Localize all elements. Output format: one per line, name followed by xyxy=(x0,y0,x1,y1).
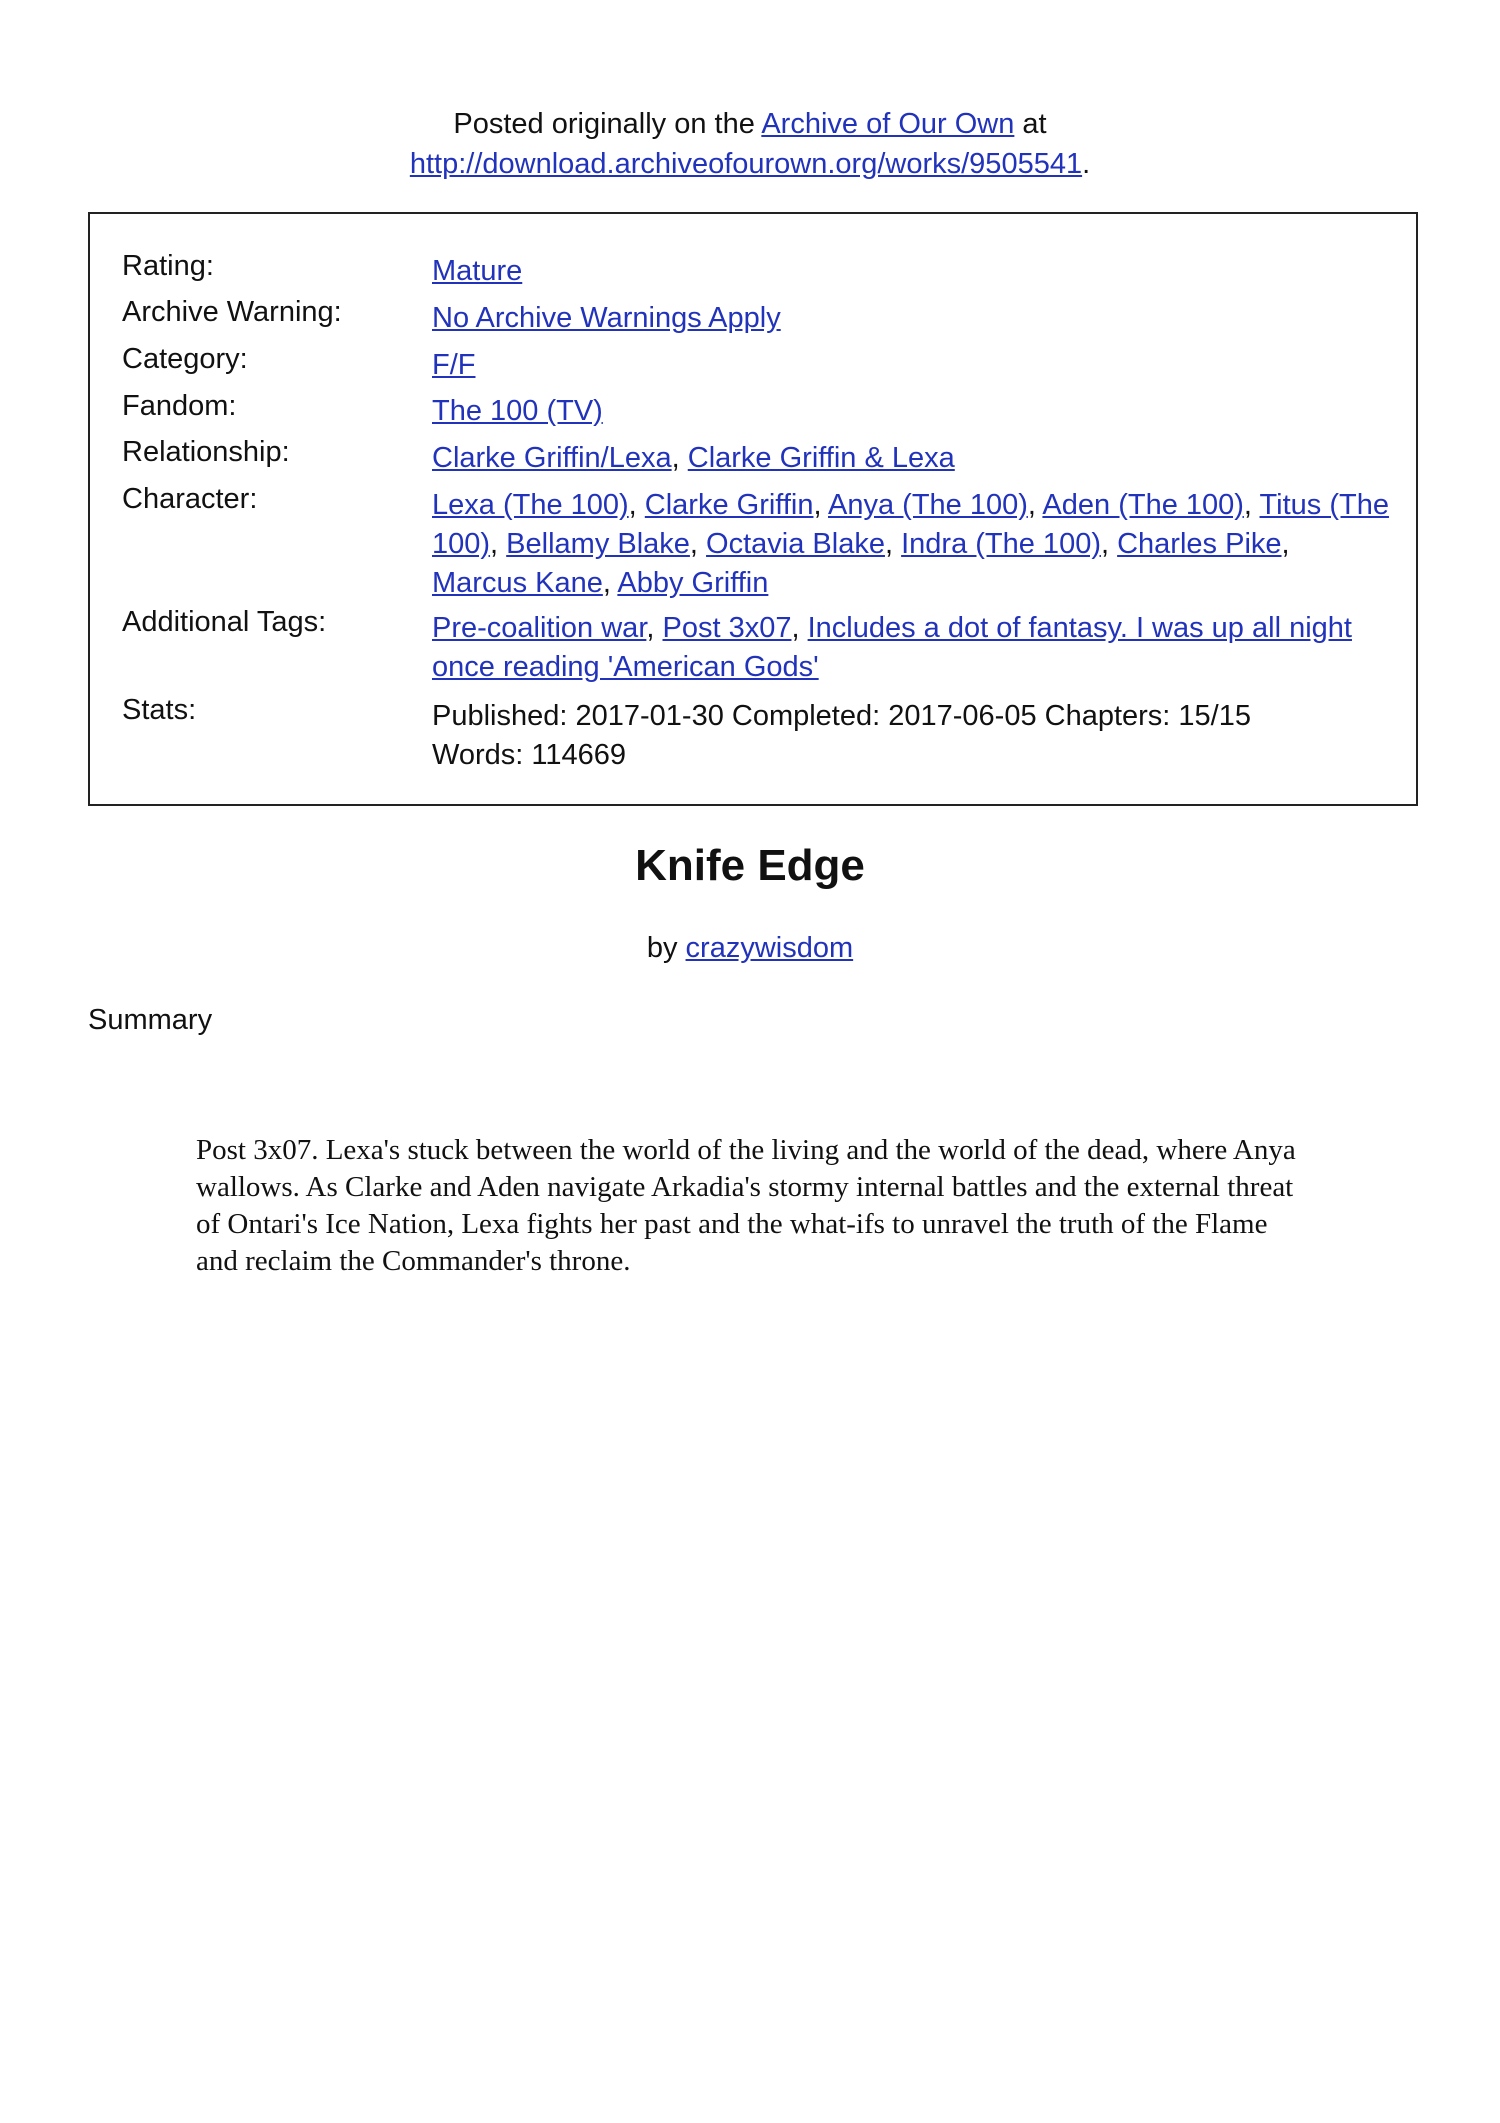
byline-prefix: by xyxy=(646,932,686,964)
relationship-link[interactable]: Clarke Griffin & Lexa xyxy=(687,442,955,474)
character-link[interactable]: Anya (The 100) xyxy=(828,489,1028,521)
author-link[interactable]: crazywisdom xyxy=(685,932,854,964)
category-value xyxy=(432,346,1392,385)
work-url-link[interactable]: http://download.archiveofourown.org/works/9505541 xyxy=(409,148,1083,180)
warning-label: Archive Warning: xyxy=(122,296,342,328)
category-label: Category: xyxy=(122,343,248,375)
character-link[interactable]: Marcus Kane xyxy=(432,567,603,599)
stats-line-1: Published: 2017-01-30 Completed: 2017-06-05 Chapters: 15/15 xyxy=(432,700,1251,732)
fandom-label: Fandom: xyxy=(122,390,237,422)
fandom-link[interactable]: The 100 (TV) xyxy=(432,395,603,427)
character-link[interactable]: Aden (The 100) xyxy=(1042,489,1244,521)
summary-heading: Summary xyxy=(88,1004,213,1036)
relationship-link[interactable]: Clarke Griffin/Lexa xyxy=(432,442,672,474)
posted-originally-header xyxy=(0,104,1500,184)
character-link[interactable]: Titus (The 100) xyxy=(432,489,1389,560)
work-metadata-box xyxy=(88,212,1418,806)
rating-label: Rating: xyxy=(122,250,214,282)
fandom-value xyxy=(432,392,1392,431)
warning-link[interactable]: No Archive Warnings Apply xyxy=(432,302,781,334)
header-middle: at xyxy=(1014,108,1047,140)
character-link[interactable]: Octavia Blake xyxy=(706,528,885,560)
character-link[interactable]: Bellamy Blake xyxy=(506,528,690,560)
archive-link[interactable]: Archive of Our Own xyxy=(761,108,1015,140)
rating-link[interactable]: Mature xyxy=(432,255,523,287)
tags-value: Pre-coalition war, Post 3x07, Includes a dot of fantasy. I was up all night once reading 'American Gods' xyxy=(432,612,1352,683)
stats-label: Stats: xyxy=(122,694,197,726)
tag-link[interactable]: Post 3x07 xyxy=(662,612,792,644)
header-suffix: . xyxy=(1082,148,1091,180)
header-prefix: Posted originally on the xyxy=(453,108,762,140)
stats-value xyxy=(432,697,1392,775)
tags-label: Additional Tags: xyxy=(122,606,327,638)
character-link[interactable]: Lexa (The 100) xyxy=(432,489,629,521)
character-link[interactable]: Indra (The 100) xyxy=(901,528,1101,560)
character-link[interactable]: Abby Griffin xyxy=(617,567,769,599)
warning-value xyxy=(432,299,1392,338)
character-link[interactable]: Clarke Griffin xyxy=(644,489,814,521)
rating-value xyxy=(432,252,1392,291)
character-link[interactable]: Charles Pike xyxy=(1117,528,1282,560)
summary-text: Post 3x07. Lexa's stuck between the world of the living and the world of the dead, where Anya wallows. As Clarke and Aden navigate Arkadia's stormy internal battles and the external threat of Ontari's Ice Nation, Lexa fights her past and the what-ifs to unravel the truth of the Flame and reclaim the Commander's throne. xyxy=(196,1134,1296,1277)
tag-link[interactable]: Includes a dot of fantasy. I was up all night once reading 'American Gods' xyxy=(432,612,1352,683)
byline xyxy=(0,928,1500,968)
tag-link[interactable]: Pre-coalition war xyxy=(432,612,647,644)
category-link[interactable]: F/F xyxy=(432,349,476,381)
stats-line-2: Words: 114669 xyxy=(432,739,626,771)
relationship-value: Clarke Griffin/Lexa, Clarke Griffin & Lexa xyxy=(432,442,955,474)
character-value: Lexa (The 100), Clarke Griffin, Anya (The 100), Aden (The 100), Titus (The 100), Bellamy Blake, Octavia Blake, Indra (The 100), Charles Pike, Marcus Kane, Abby Griffin xyxy=(432,489,1389,599)
character-label: Character: xyxy=(122,483,258,515)
work-title: Knife Edge xyxy=(635,841,865,890)
relationship-label: Relationship: xyxy=(122,436,290,468)
